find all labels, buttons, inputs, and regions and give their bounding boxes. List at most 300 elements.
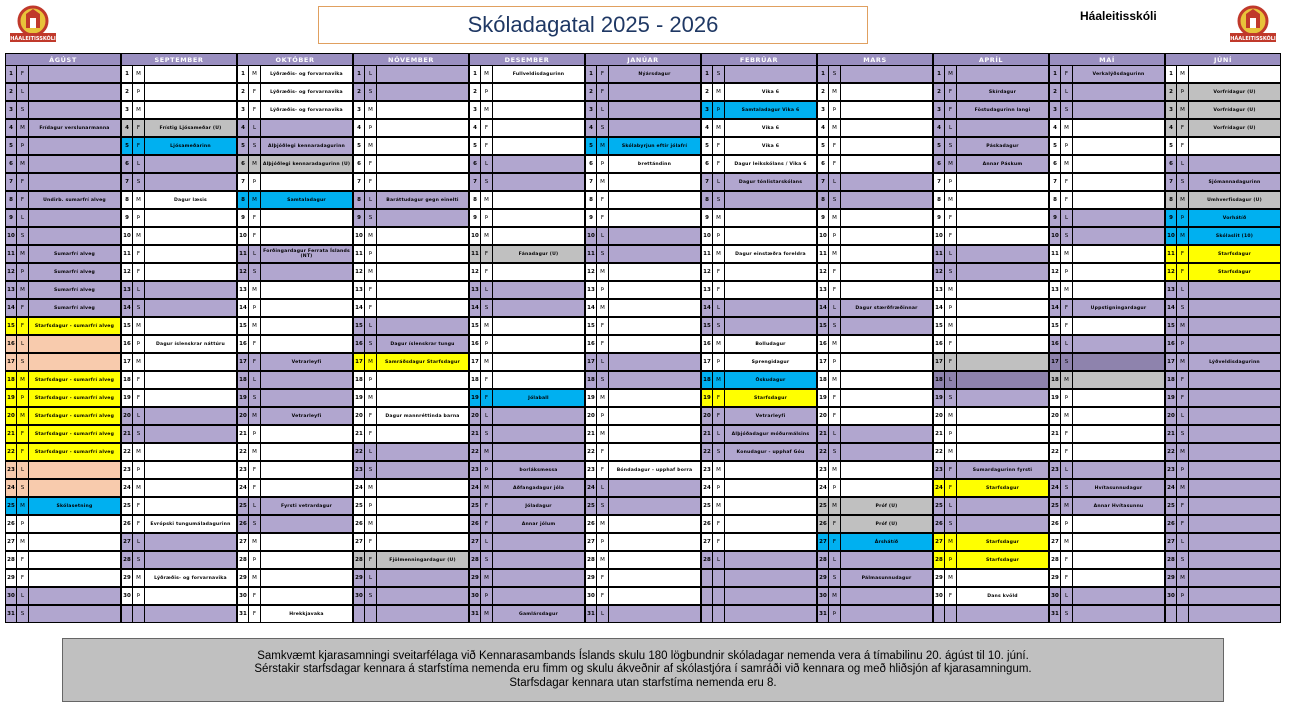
day-row (5, 605, 121, 623)
weekday-letter: Þ (17, 138, 29, 154)
weekday-letter: Þ (945, 426, 957, 442)
day-event (1073, 282, 1164, 298)
weekday-letter: F (481, 498, 493, 514)
day-event: Dagur stærðfræðinnar (855, 305, 918, 311)
day-row (353, 263, 469, 281)
weekday-letter: M (133, 102, 145, 118)
day-row (469, 497, 585, 515)
weekday-letter: F (365, 426, 377, 442)
day-number: 15 (6, 318, 17, 334)
day-row (933, 605, 1049, 623)
day-number: 25 (702, 498, 713, 514)
day-row (701, 227, 817, 245)
day-event: Lýðræðis- og forvarnavika (154, 575, 227, 581)
day-event (145, 246, 236, 262)
day-event (609, 264, 700, 280)
weekday-letter: M (481, 480, 493, 496)
day-row (5, 101, 121, 119)
day-row (585, 263, 701, 281)
day-event (493, 228, 584, 244)
day-row (585, 425, 701, 443)
day-row (121, 263, 237, 281)
day-row (5, 443, 121, 461)
month-column (121, 53, 237, 626)
weekday-letter: M (713, 210, 725, 226)
day-event (261, 210, 352, 226)
weekday-letter (713, 588, 725, 604)
day-number: 25 (470, 498, 481, 514)
day-event: Vika 6 (761, 125, 780, 131)
day-event: Pálmasunnudagur (861, 575, 912, 581)
day-event (1073, 444, 1164, 460)
day-number: 18 (586, 372, 597, 388)
weekday-letter: F (1177, 120, 1189, 136)
month-header: OKTÓBER (237, 53, 353, 66)
weekday-letter: F (17, 300, 29, 316)
weekday-letter: M (1177, 318, 1189, 334)
day-event (725, 318, 816, 334)
day-event (29, 588, 120, 604)
weekday-letter: M (365, 102, 377, 118)
day-row (1165, 101, 1281, 119)
day-event (493, 300, 584, 316)
weekday-letter: L (1061, 336, 1073, 352)
day-event: Starfsdagur (1217, 269, 1251, 275)
weekday-letter: S (1061, 480, 1073, 496)
day-number: 29 (1050, 570, 1061, 586)
day-number: 10 (6, 228, 17, 244)
weekday-letter: M (249, 570, 261, 586)
weekday-letter: S (1177, 174, 1189, 190)
day-event (377, 570, 468, 586)
weekday-letter: M (481, 354, 493, 370)
weekday-letter: S (713, 66, 725, 82)
day-row (237, 479, 353, 497)
day-row (5, 191, 121, 209)
day-event: Starfsdagur (985, 485, 1019, 491)
day-number: 1 (1050, 66, 1061, 82)
day-row (469, 461, 585, 479)
day-row (5, 65, 121, 83)
day-event (957, 66, 1048, 82)
day-event (377, 282, 468, 298)
day-row (121, 425, 237, 443)
day-number: 31 (586, 606, 597, 622)
day-number: 27 (122, 534, 133, 550)
day-event (957, 246, 1048, 262)
day-row (237, 299, 353, 317)
day-row (1165, 137, 1281, 155)
day-number: 7 (1166, 174, 1177, 190)
footer-note (62, 638, 1224, 702)
day-event (609, 498, 700, 514)
day-event (377, 84, 468, 100)
day-number: 31 (818, 606, 829, 622)
weekday-letter: Þ (17, 516, 29, 532)
day-event (377, 66, 468, 82)
day-event (29, 174, 120, 190)
day-event (957, 264, 1048, 280)
day-event (377, 120, 468, 136)
weekday-letter: M (597, 138, 609, 154)
day-number: 26 (818, 516, 829, 532)
weekday-letter: Þ (713, 354, 725, 370)
day-number: 24 (470, 480, 481, 496)
weekday-letter: F (597, 444, 609, 460)
day-number: 12 (122, 264, 133, 280)
day-event (725, 570, 816, 586)
day-row (817, 227, 933, 245)
day-event (145, 606, 236, 622)
day-row (353, 497, 469, 515)
day-number: 7 (818, 174, 829, 190)
day-event: Hvítasunnudagur (1094, 485, 1143, 491)
day-row (585, 479, 701, 497)
day-event (841, 102, 932, 118)
day-number (702, 570, 713, 586)
day-number: 27 (470, 534, 481, 550)
day-number (1166, 606, 1177, 622)
day-row (817, 119, 933, 137)
day-row (1165, 407, 1281, 425)
day-row (469, 515, 585, 533)
day-row (701, 299, 817, 317)
weekday-letter: L (1061, 84, 1073, 100)
month-header: MARS (817, 53, 933, 66)
day-number: 2 (354, 84, 365, 100)
weekday-letter: M (365, 480, 377, 496)
day-event: Starfsdagur - sumarfrí alveg (34, 413, 115, 419)
day-event: Hrekkjavaka (289, 611, 324, 617)
weekday-letter: F (597, 336, 609, 352)
weekday-letter: F (17, 426, 29, 442)
day-row (933, 479, 1049, 497)
day-event (1189, 426, 1280, 442)
weekday-letter: S (249, 516, 261, 532)
weekday-letter: M (1177, 570, 1189, 586)
day-number: 19 (1050, 390, 1061, 406)
day-event (841, 354, 932, 370)
day-row (1165, 83, 1281, 101)
day-event: Skólabyrjun eftir jólafrí (621, 143, 688, 149)
day-number: 14 (586, 300, 597, 316)
day-event (377, 426, 468, 442)
day-number: 12 (1050, 264, 1061, 280)
weekday-letter: F (133, 498, 145, 514)
weekday-letter: M (713, 462, 725, 478)
weekday-letter: M (829, 84, 841, 100)
day-number: 24 (818, 480, 829, 496)
weekday-letter: S (1177, 426, 1189, 442)
day-row (817, 335, 933, 353)
weekday-letter: M (17, 120, 29, 136)
day-row (353, 425, 469, 443)
weekday-letter: F (249, 606, 261, 622)
day-row (1049, 443, 1165, 461)
day-number: 16 (586, 336, 597, 352)
day-number: 6 (122, 156, 133, 172)
day-row (353, 407, 469, 425)
day-event (957, 210, 1048, 226)
day-event: Vetrarleyfi (291, 413, 322, 419)
weekday-letter: F (829, 390, 841, 406)
day-number: 3 (1050, 102, 1061, 118)
day-row (1049, 209, 1165, 227)
day-row (469, 389, 585, 407)
day-row (121, 155, 237, 173)
day-number: 1 (1166, 66, 1177, 82)
day-number: 9 (934, 210, 945, 226)
day-number: 29 (6, 570, 17, 586)
day-row (817, 137, 933, 155)
day-row (121, 569, 237, 587)
day-event (841, 426, 932, 442)
day-number: 14 (1050, 300, 1061, 316)
day-event (261, 462, 352, 478)
day-row (5, 353, 121, 371)
weekday-letter: F (481, 264, 493, 280)
day-row (817, 425, 933, 443)
day-event (261, 318, 352, 334)
day-number: 6 (1166, 156, 1177, 172)
day-event (725, 192, 816, 208)
day-event (609, 318, 700, 334)
day-row (817, 515, 933, 533)
weekday-letter: F (133, 138, 145, 154)
day-row (701, 101, 817, 119)
day-number: 6 (470, 156, 481, 172)
day-row (701, 173, 817, 191)
day-event (841, 120, 932, 136)
day-event: Dagur leikskólans / Vika 6 (734, 161, 807, 167)
day-event (609, 300, 700, 316)
day-number: 21 (470, 426, 481, 442)
day-event (841, 336, 932, 352)
day-number: 11 (1166, 246, 1177, 262)
day-row (1165, 371, 1281, 389)
day-row (237, 515, 353, 533)
weekday-letter: L (1061, 462, 1073, 478)
month-column (817, 53, 933, 626)
day-number: 4 (354, 120, 365, 136)
day-number: 3 (122, 102, 133, 118)
weekday-letter: F (713, 408, 725, 424)
day-row (1165, 317, 1281, 335)
day-row (933, 335, 1049, 353)
weekday-letter: Þ (713, 102, 725, 118)
weekday-letter: M (1177, 354, 1189, 370)
day-event: Dagur læsis (174, 197, 207, 203)
weekday-letter: M (133, 66, 145, 82)
weekday-letter: Þ (945, 174, 957, 190)
weekday-letter: M (481, 228, 493, 244)
weekday-letter: M (481, 318, 493, 334)
weekday-letter: M (133, 354, 145, 370)
weekday-letter: S (249, 138, 261, 154)
day-event (29, 462, 120, 478)
day-event: Þrettándinn (637, 161, 672, 167)
day-number: 22 (238, 444, 249, 460)
weekday-letter: F (1061, 192, 1073, 208)
weekday-letter: M (133, 228, 145, 244)
day-number: 18 (1166, 372, 1177, 388)
day-number: 1 (122, 66, 133, 82)
day-number: 12 (354, 264, 365, 280)
day-row (353, 191, 469, 209)
weekday-letter: Þ (597, 156, 609, 172)
day-number: 22 (934, 444, 945, 460)
day-event (1073, 426, 1164, 442)
day-number: 22 (6, 444, 17, 460)
day-event: Föstudagurinn langi (974, 107, 1031, 113)
weekday-letter: F (1177, 372, 1189, 388)
day-number: 8 (354, 192, 365, 208)
weekday-letter: F (945, 480, 957, 496)
day-row (701, 569, 817, 587)
weekday-letter: L (713, 426, 725, 442)
day-event (493, 408, 584, 424)
day-row (817, 317, 933, 335)
weekday-letter: M (481, 192, 493, 208)
day-number: 8 (818, 192, 829, 208)
weekday-letter: S (17, 102, 29, 118)
day-number: 10 (470, 228, 481, 244)
day-event (29, 552, 120, 568)
day-event (493, 570, 584, 586)
day-row (701, 425, 817, 443)
weekday-letter: S (365, 210, 377, 226)
day-number: 24 (354, 480, 365, 496)
day-number: 28 (934, 552, 945, 568)
day-number: 14 (1166, 300, 1177, 316)
day-event (957, 120, 1048, 136)
weekday-letter: L (713, 174, 725, 190)
weekday-letter: F (17, 192, 29, 208)
weekday-letter: F (597, 210, 609, 226)
day-number (934, 606, 945, 622)
day-number: 7 (934, 174, 945, 190)
day-row (817, 479, 933, 497)
day-event (957, 408, 1048, 424)
day-event: Starfsdagur - sumarfrí alveg (34, 323, 115, 329)
weekday-letter: Þ (829, 102, 841, 118)
day-number: 5 (934, 138, 945, 154)
day-event (725, 534, 816, 550)
day-event (29, 480, 120, 496)
day-row (5, 281, 121, 299)
day-event (957, 354, 1048, 370)
day-number: 12 (702, 264, 713, 280)
page-title: Skóladagatal 2025 - 2026 (318, 6, 868, 44)
day-row (817, 551, 933, 569)
day-event (609, 534, 700, 550)
weekday-letter: L (1061, 210, 1073, 226)
day-event (145, 354, 236, 370)
day-row (1165, 425, 1281, 443)
weekday-letter: Þ (597, 534, 609, 550)
day-row (1049, 371, 1165, 389)
day-row (1165, 569, 1281, 587)
day-row (1049, 173, 1165, 191)
day-row (469, 227, 585, 245)
weekday-letter: M (481, 102, 493, 118)
weekday-letter: Þ (1061, 516, 1073, 532)
day-row (353, 173, 469, 191)
day-event (493, 174, 584, 190)
day-event (1189, 552, 1280, 568)
day-event (1073, 246, 1164, 262)
day-row (5, 299, 121, 317)
weekday-letter: M (249, 408, 261, 424)
weekday-letter: F (713, 264, 725, 280)
day-number: 16 (1050, 336, 1061, 352)
weekday-letter: Þ (133, 588, 145, 604)
day-row (933, 65, 1049, 83)
day-number: 18 (470, 372, 481, 388)
day-row (237, 587, 353, 605)
day-number: 7 (1050, 174, 1061, 190)
weekday-letter: M (945, 408, 957, 424)
weekday-letter: F (945, 228, 957, 244)
day-number: 3 (470, 102, 481, 118)
day-number: 26 (1050, 516, 1061, 532)
weekday-letter: M (597, 174, 609, 190)
day-number: 20 (470, 408, 481, 424)
day-event (1073, 372, 1164, 388)
weekday-letter: L (597, 102, 609, 118)
day-number: 11 (702, 246, 713, 262)
day-row (353, 443, 469, 461)
day-event (957, 372, 1048, 388)
day-number: 30 (934, 588, 945, 604)
day-row (701, 353, 817, 371)
day-row (817, 83, 933, 101)
day-event (1189, 372, 1280, 388)
day-row (701, 281, 817, 299)
day-row (237, 353, 353, 371)
day-event (841, 84, 932, 100)
day-row (5, 407, 121, 425)
day-row (121, 533, 237, 551)
school-logo-left-icon (8, 4, 58, 44)
day-row (933, 173, 1049, 191)
day-event (29, 156, 120, 172)
day-event (957, 318, 1048, 334)
day-number: 7 (122, 174, 133, 190)
day-number: 21 (1166, 426, 1177, 442)
weekday-letter: M (17, 372, 29, 388)
weekday-letter: L (597, 354, 609, 370)
day-event: Uppstigningardagur (1090, 305, 1147, 311)
day-row (1049, 65, 1165, 83)
day-event (145, 282, 236, 298)
day-event (609, 570, 700, 586)
weekday-letter: L (481, 408, 493, 424)
day-number: 13 (586, 282, 597, 298)
day-number: 5 (1050, 138, 1061, 154)
day-row (5, 227, 121, 245)
weekday-letter: M (829, 210, 841, 226)
day-row (933, 119, 1049, 137)
weekday-letter: Þ (365, 246, 377, 262)
day-row (817, 299, 933, 317)
weekday-letter: F (249, 462, 261, 478)
day-number: 28 (1050, 552, 1061, 568)
day-event: Starfsdagur (985, 557, 1019, 563)
day-event (261, 552, 352, 568)
day-number: 24 (1166, 480, 1177, 496)
weekday-letter: F (133, 372, 145, 388)
